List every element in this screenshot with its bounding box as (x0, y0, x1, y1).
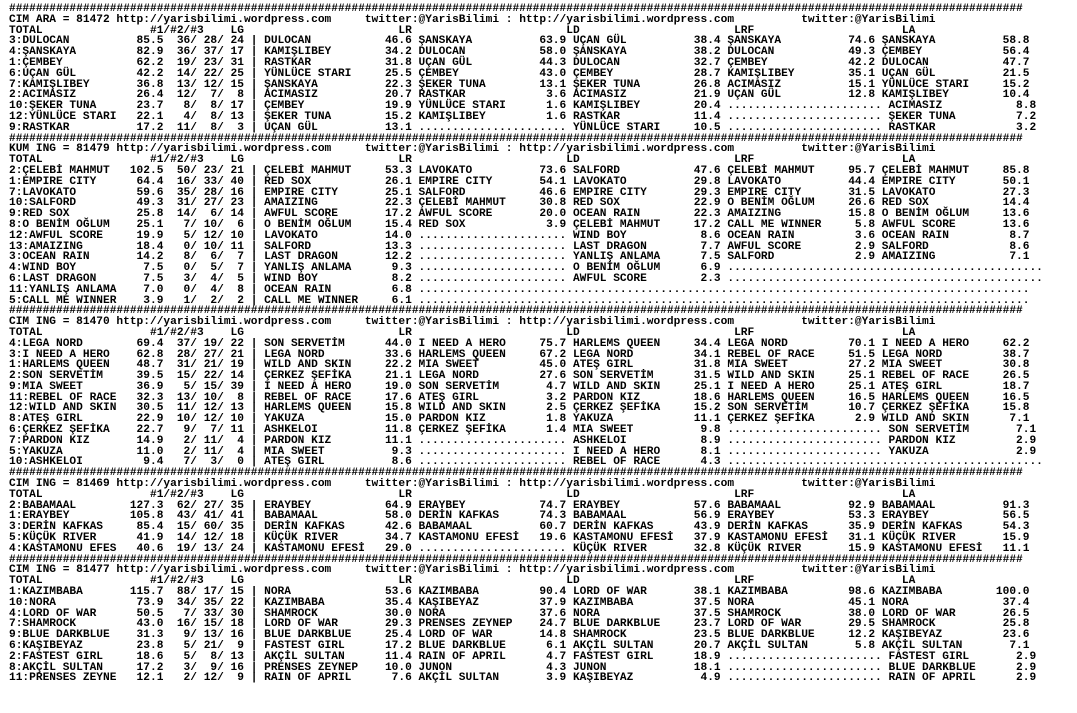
report-line: 8:ATEŞ GIRL 22.9 10/ 12/ 10 | YAKUZA 15.0 PARDON KIZ 1.8 YAKUZA 11.1 ÇERKEZ ŞEFİKA 2.9 WILD AND SKIN 7.1 (9, 413, 1030, 426)
report-line: 10:NORA 73.9 34/ 35/ 22 | KAZIMBABA 35.4 KAŞIBEYAZ 37.9 KAZIMBABA 37.5 NORA 45.1 NORA 37.4 (9, 596, 1030, 609)
report-line: 11:REBEL OF RACE 32.3 13/ 10/ 8 | REBEL OF RACE 17.6 ATEŞ GIRL 3.2 PARDON KIZ 18.6 HARLEMS QUEEN 16.5 HARLEMS QUEEN 16.5 (9, 391, 1030, 404)
report-line: 1:ÇEMBEY 62.2 19/ 23/ 31 | RASTKAR 31.8 UÇAN GÜL 44.3 DULOCAN 32.7 ÇEMBEY 42.2 DULOCAN 47.7 (9, 56, 1030, 69)
report-line: 5:CALL ME WINNER 3.9 1/ 2/ 2 | CALL ME WINNER 6.1 ........................................................................................... (9, 294, 1030, 307)
report-line: 4:ŞANSKAYA 82.9 36/ 37/ 17 | KAMIŞLIBEY 34.2 DULOCAN 58.0 ŞANSKAYA 38.2 DULOCAN 49.3 ÇEMBEY 56.4 (9, 46, 1030, 59)
report-line: 11:PRENSES ZEYNE 12.1 2/ 12/ 9 | RAIN OF APRIL 7.6 AKÇİL SULTAN 3.9 KAŞIBEYAZ 4.9 ....................... RAIN OF APRIL 2.9 (9, 672, 1037, 685)
report-line: 3:OCEAN RAIN 14.2 8/ 6/ 7 | LAST DRAGON 12.2 ...................... YANLIŞ ANLAMA 7.5 SALFORD 2.9 AMAIZING 7.1 (9, 251, 1030, 264)
separator-line: ####################################################################################################################################################### (9, 305, 1023, 318)
race-header-line: CIM ING = 81470 http://yarisbilimi.wordpress.com twitter:@YarisBilimi : http://yarisbilimi.wordpress.com twitter:@YarisBilimi (9, 316, 936, 329)
report-line: 4:KASTAMONU EFES 40.6 19/ 13/ 24 | KASTAMONU EFESİ 29.0 ...................... KÜÇÜK RIVER 32.8 KÜÇÜK RIVER 15.9 KASTAMONU EFESİ 11.1 (9, 542, 1030, 555)
race-header-line: KUM ING = 81479 http://yarisbilimi.wordpress.com twitter:@YarisBilimi : http://yarisbilimi.wordpress.com twitter:@YarisBilimi (9, 143, 936, 156)
separator-line: ####################################################################################################################################################### (9, 553, 1023, 566)
report-line: 10:ŞEKER TUNA 23.7 8/ 8/ 17 | ÇEMBEY 19.9 YÜNLÜCE STARI 1.6 KAMIŞLIBEY 20.4 ....................... ACIMASIZ 8.8 (9, 100, 1037, 113)
report-line: 2:BABAMAAL 127.3 62/ 27/ 35 | ERAYBEY 64.9 ERAYBEY 74.7 ERAYBEY 57.6 BABAMAAL 92.9 BABAMAAL 91.3 (9, 499, 1030, 512)
report-line: 7:SHAMROCK 43.0 16/ 15/ 18 | LORD OF WAR 29.3 PRENSES ZEYNEP 24.7 BLUE DARKBLUE 23.7 LORD OF WAR 29.5 SHAMROCK 25.8 (9, 618, 1030, 631)
report-line: 13:AMAIZING 18.4 0/ 10/ 11 | SALFORD 13.3 ...................... LAST DRAGON 7.7 AWFUL SCORE 2.9 SALFORD 8.6 (9, 240, 1030, 253)
separator-line: ####################################################################################################################################################### (9, 132, 1023, 145)
race-header-line: CIM ING = 81469 http://yarisbilimi.wordpress.com twitter:@YarisBilimi : http://yarisbilimi.wordpress.com twitter:@YarisBilimi (9, 478, 936, 491)
report-line: 9:RASTKAR 17.2 11/ 8/ 3 | UÇAN GÜL 13.1 ...................... YÜNLÜCE STARI 10.5 ....................... RASTKAR 3.2 (9, 121, 1037, 134)
separator-line: ####################################################################################################################################################### (9, 467, 1023, 480)
report-line: 7:LAVOKATO 59.6 35/ 28/ 16 | EMPIRE CITY 25.1 SALFORD 46.6 EMPIRE CITY 29.3 EMPIRE CITY 31.5 LAVOKATO 27.3 (9, 186, 1030, 199)
report-line: 1:ERAYBEY 105.8 43/ 41/ 41 | BABAMAAL 58.0 DERİN KAFKAS 74.3 BABAMAAL 56.9 ERAYBEY 53.3 ERAYBEY 56.5 (9, 510, 1030, 523)
report-line: 3:I NEED A HERO 62.8 28/ 27/ 21 | LEGA NORD 33.6 HARLEMS QUEEN 67.2 LEGA NORD 34.1 REBEL OF RACE 51.5 LEGA NORD 38.7 (9, 348, 1030, 361)
report-line: 6:UÇAN GÜL 42.2 14/ 22/ 25 | YÜNLÜCE STARI 25.5 ÇEMBEY 43.0 ÇEMBEY 28.7 KAMIŞLIBEY 35.1 UÇAN GÜL 21.5 (9, 67, 1030, 80)
report-line: 2:ÇELEBİ MAHMUT 102.5 50/ 23/ 21 | ÇELEBİ MAHMUT 53.3 LAVOKATO 73.6 SALFORD 47.6 ÇELEBİ MAHMUT 95.7 ÇELEBİ MAHMUT 85.8 (9, 164, 1030, 177)
column-header-line: TOTAL #1/#2/#3 LG LR LD LRF LA (9, 154, 916, 167)
column-header-line: TOTAL #1/#2/#3 LG LR LD LRF LA (9, 326, 916, 339)
report-line: 6:ÇERKEZ ŞEFİKA 22.7 9/ 7/ 11 | ASHKELOI 11.8 ÇERKEZ ŞEFİKA 1.4 MIA SWEET 9.8 ....................... SON SERVETİM 7.1 (9, 424, 1037, 437)
race-header-line: CIM ARA = 81472 http://yarisbilimi.wordpress.com twitter:@YarisBilimi : http://yarisbilimi.wordpress.com twitter:@YarisBilimi (9, 13, 936, 26)
report-line: 3:DULOCAN 85.5 36/ 28/ 24 | DULOCAN 46.6 ŞANSKAYA 63.9 UÇAN GÜL 38.4 ŞANSKAYA 74.6 ŞANSKAYA 58.8 (9, 35, 1030, 48)
report-line: 1:KAZIMBABA 115.7 88/ 17/ 15 | NORA 53.6 KAZIMBABA 90.4 LORD OF WAR 38.1 KAZIMBABA 98.6 KAZIMBABA 100.0 (9, 586, 1030, 599)
column-header-line: TOTAL #1/#2/#3 LG LR LD LRF LA (9, 575, 916, 588)
report-line: 12:WILD AND SKIN 30.5 11/ 12/ 13 | HARLEMS QUEEN 15.8 WILD AND SKIN 2.5 ÇERKEZ ŞEFİKA 15.2 SON SERVETİM 10.7 ÇERKEZ ŞEFİKA 15.8 (9, 402, 1030, 415)
report-line: 7:PARDON KIZ 14.9 2/ 11/ 4 | PARDON KIZ 11.1 ...................... ASHKELOI 8.9 ....................... PARDON KIZ 2.9 (9, 434, 1037, 447)
report-line: 10:SALFORD 49.3 31/ 27/ 23 | AMAIZING 22.3 ÇELEBİ MAHMUT 30.8 RED SOX 22.9 O BENİM OĞLUM 26.6 RED SOX 14.4 (9, 197, 1030, 210)
report-line: 12:AWFUL SCORE 19.9 5/ 12/ 10 | LAVOKATO 14.0 ...................... WIND BOY 8.6 OCEAN RAIN 3.6 OCEAN RAIN 8.7 (9, 229, 1030, 242)
report-line: 6:LAST DRAGON 7.5 3/ 4/ 5 | WIND BOY 8.2 ...................... AWFUL SCORE 2.3 ............................................... (9, 272, 1043, 285)
report-line: 12:YÜNLÜCE STARI 22.1 4/ 8/ 13 | ŞEKER TUNA 15.2 KAMIŞLIBEY 1.6 RASTKAR 11.4 ....................... ŞEKER TUNA 7.2 (9, 110, 1037, 123)
report-line: 8:O BENİM OĞLUM 25.1 7/ 10/ 6 | O BENİM OĞLUM 15.4 RED SOX 3.9 ÇELEBİ MAHMUT 17.2 CALL ME WINNER 5.8 AWFUL SCORE 13.6 (9, 218, 1030, 231)
report-line: 2:SON SERVETİM 39.5 15/ 22/ 14 | ÇERKEZ ŞEFİKA 21.1 LEGA NORD 27.6 SON SERVETİM 31.5 WILD AND SKIN 25.1 REBEL OF RACE 26.5 (9, 370, 1030, 383)
report-line: 5:YAKUZA 11.0 2/ 11/ 4 | MIA SWEET 9.3 ...................... I NEED A HERO 8.1 ....................... YAKUZA 2.9 (9, 445, 1037, 458)
report-line: 3:DERİN KAFKAS 85.4 15/ 60/ 35 | DERİN KAFKAS 42.6 BABAMAAL 60.7 DERİN KAFKAS 43.9 DERİN KAFKAS 35.9 DERİN KAFKAS 54.3 (9, 521, 1030, 534)
report-line: 5:KÜÇÜK RIVER 41.9 14/ 12/ 18 | KÜÇÜK RIVER 34.7 KASTAMONU EFESİ 19.6 KASTAMONU EFESİ 37.9 KASTAMONU EFESİ 31.1 KÜÇÜK RIVER 15.9 (9, 532, 1030, 545)
separator-line: ####################################################################################################################################################### (9, 3, 1023, 15)
report-line: 6:KAŞIBEYAZ 23.8 5/ 21/ 9 | FASTEST GIRL 17.2 BLUE DARKBLUE 6.1 AKÇİL SULTAN 20.7 AKÇİL SULTAN 5.8 AKÇİL SULTAN 7.1 (9, 640, 1030, 653)
column-header-line: TOTAL #1/#2/#3 LG LR LD LRF LA (9, 488, 916, 501)
report-line: 10:ASHKELOI 9.4 7/ 3/ 0 | ATEŞ GIRL 8.6 ...................... REBEL OF RACE 4.3 ............................................... (9, 456, 1043, 469)
report-line: 9:BLUE DARKBLUE 31.3 9/ 13/ 16 | BLUE DARKBLUE 25.4 LORD OF WAR 14.8 SHAMROCK 23.5 BLUE DARKBLUE 12.2 KAŞIBEYAZ 23.6 (9, 629, 1030, 642)
report-line: 2:FASTEST GIRL 18.6 5/ 8/ 13 | AKÇİL SULTAN 11.4 RAIN OF APRIL 4.7 FASTEST GIRL 18.9 ....................... FASTEST GIRL 2.9 (9, 650, 1037, 663)
column-header-line: TOTAL #1/#2/#3 LG LR LD LRF LA (9, 24, 916, 37)
report-line: 9:RED SOX 25.8 14/ 6/ 14 | AWFUL SCORE 17.2 AWFUL SCORE 20.0 OCEAN RAIN 22.3 AMAIZING 15.8 O BENİM OĞLUM 13.6 (9, 208, 1030, 221)
report-line: 4:LEGA NORD 69.4 37/ 19/ 22 | SON SERVETİM 44.0 I NEED A HERO 75.7 HARLEMS QUEEN 34.4 LEGA NORD 70.1 I NEED A HERO 62.2 (9, 337, 1030, 350)
report-line: 4:LORD OF WAR 50.5 7/ 33/ 30 | SHAMROCK 30.0 NORA 37.6 NORA 37.5 SHAMROCK 38.0 LORD OF WAR 26.5 (9, 607, 1030, 620)
report-line: 8:AKÇİL SULTAN 17.2 3/ 9/ 16 | PRENSES ZEYNEP 10.0 JUNON 4.3 JUNON 18.1 ....................... BLUE DARKBLUE 2.9 (9, 661, 1037, 674)
report-line: 1:HARLEMS QUEEN 48.7 31/ 21/ 19 | WILD AND SKIN 22.2 MIA SWEET 45.0 ATEŞ GIRL 31.8 MIA SWEET 27.2 MIA SWEET 30.8 (9, 359, 1030, 372)
race-header-line: CIM ING = 81477 http://yarisbilimi.wordpress.com twitter:@YarisBilimi : http://yarisbilimi.wordpress.com twitter:@YarisBilimi (9, 564, 936, 577)
report-line: 4:WIND BOY 7.5 0/ 5/ 7 | YANLIŞ ANLAMA 9.3 ...................... O BENİM OĞLUM 6.9 ............................................... (9, 262, 1043, 275)
report-line: 2:ACIMASIZ 26.4 12/ 7/ 8 | ACIMASIZ 20.7 RASTKAR 3.6 ACIMASIZ 21.9 UÇAN GÜL 12.8 KAMIŞLIBEY 10.4 (9, 89, 1030, 102)
report-line: 9:MIA SWEET 36.9 5/ 15/ 39 | I NEED A HERO 19.0 SON SERVETİM 4.7 WILD AND SKIN 25.1 I NEED A HERO 25.1 ATEŞ GIRL 18.7 (9, 380, 1030, 393)
report-line: 11:YANLIŞ ANLAMA 7.0 0/ 4/ 8 | OCEAN RAIN 6.8 ........................................................................................... (9, 283, 1030, 296)
report-line: 7:KAMIŞLIBEY 36.8 13/ 12/ 15 | ŞANSKAYA 22.3 ŞEKER TUNA 13.1 ŞEKER TUNA 26.8 ACIMASIZ 15.1 YÜNLÜCE STARI 15.2 (9, 78, 1030, 91)
report-line: 1:EMPIRE CITY 64.4 16/ 33/ 40 | RED SOX 26.1 EMPIRE CITY 54.1 LAVOKATO 29.8 LAVOKATO 44.4 EMPIRE CITY 50.1 (9, 175, 1030, 188)
